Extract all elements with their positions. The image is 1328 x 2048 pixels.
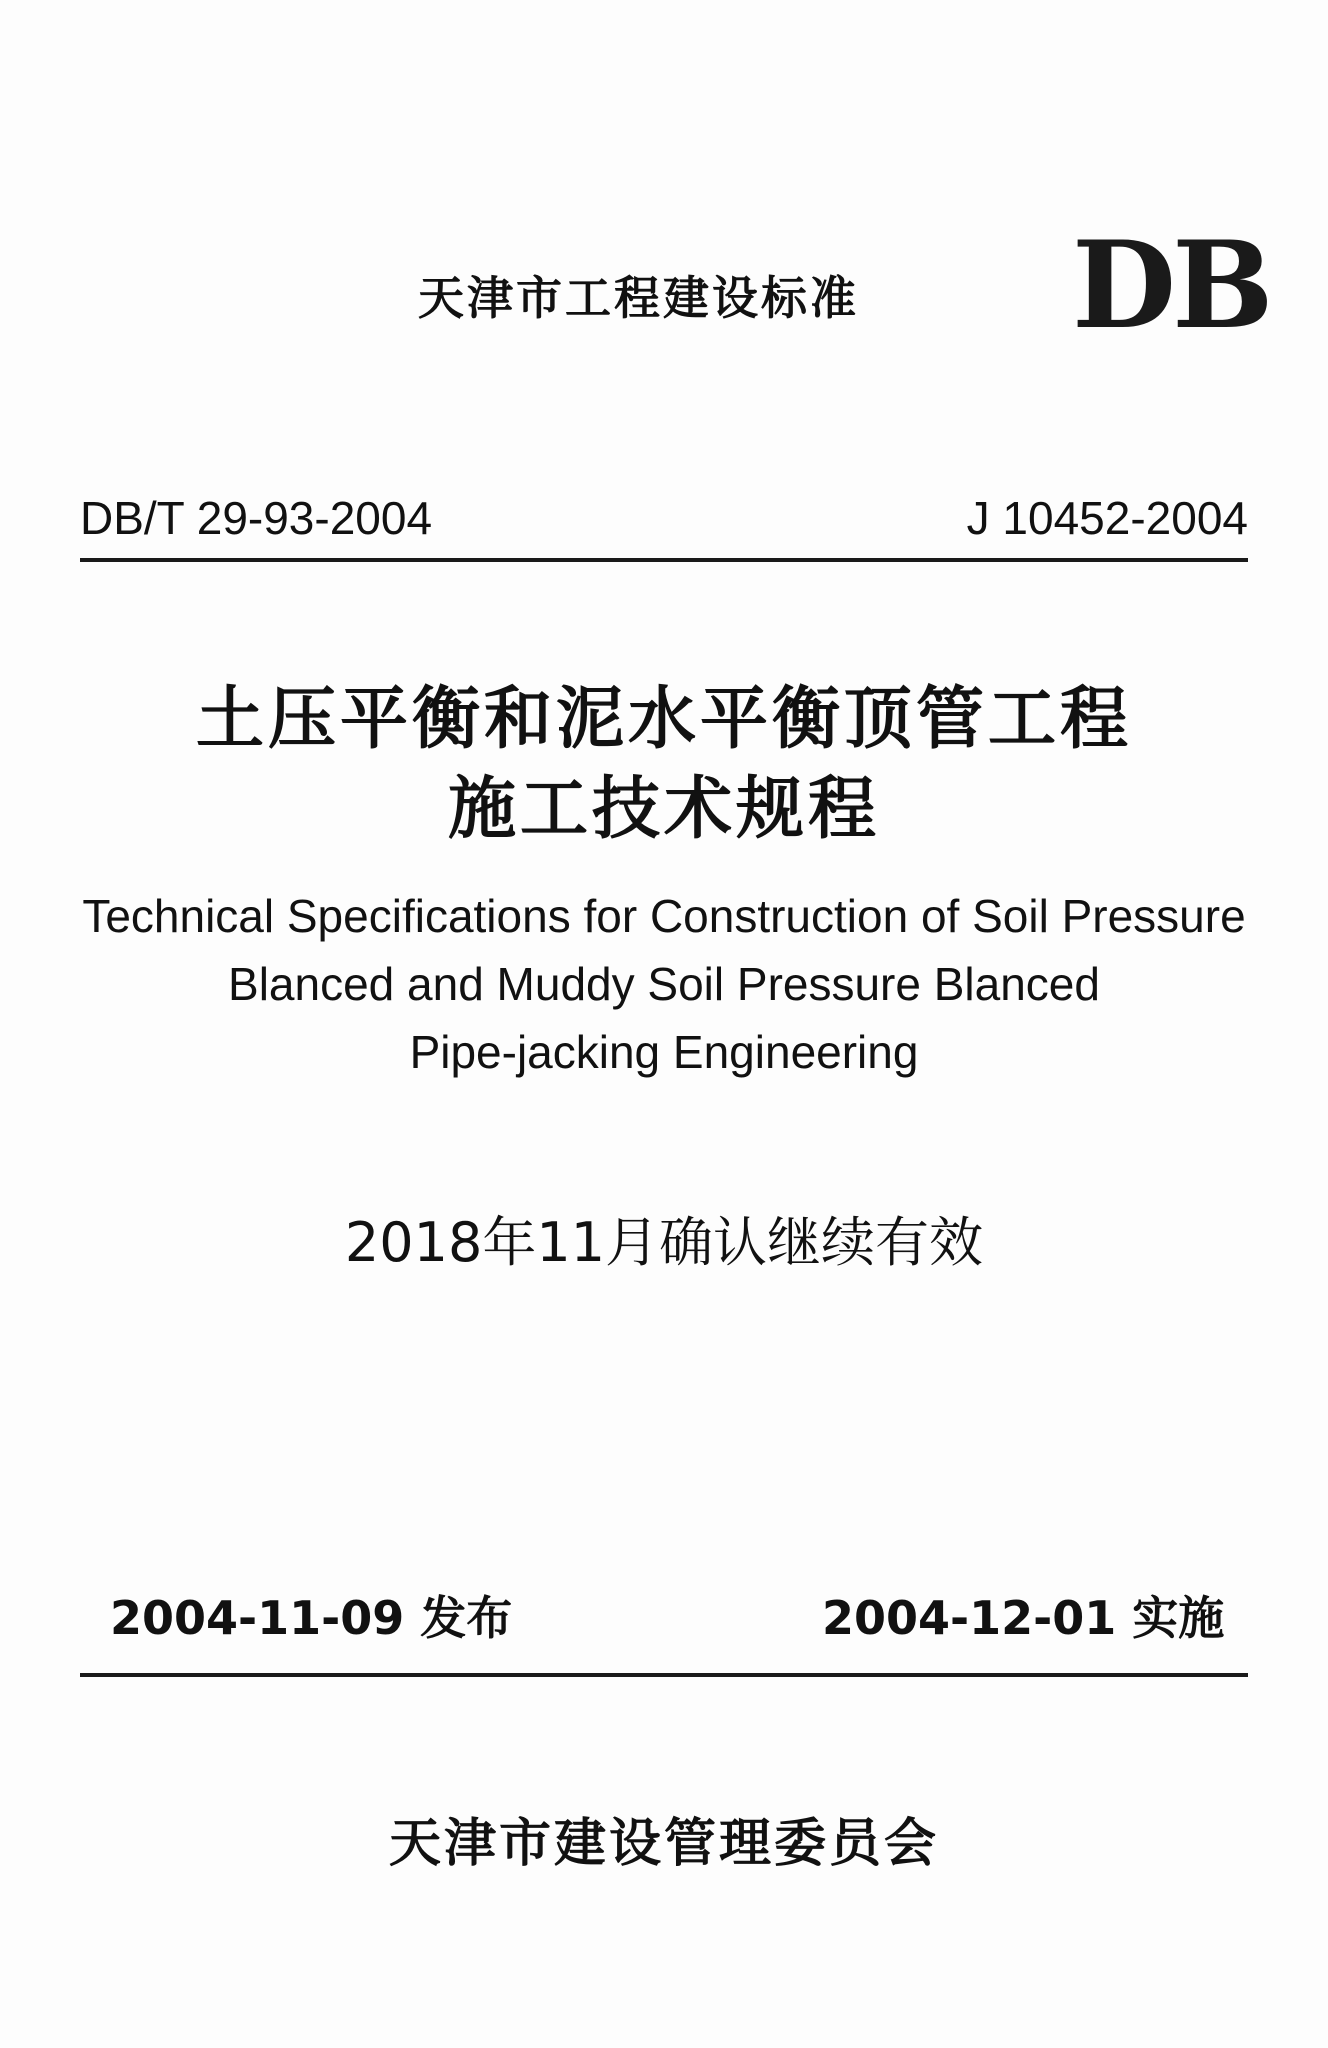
db-logo-mark: DB bbox=[1072, 215, 1270, 356]
issue-date: 2004-11-09 发布 bbox=[110, 1591, 513, 1645]
standard-number: DB/T 29-93-2004 bbox=[80, 492, 433, 544]
record-number: J 10452-2004 bbox=[966, 492, 1248, 544]
validity-note: 2018年11月确认继续有效 bbox=[344, 1211, 984, 1274]
title-chinese-line-2: 施工技术规程 bbox=[447, 770, 880, 849]
title-english-line-3: Pipe-jacking Engineering bbox=[409, 1026, 919, 1078]
top-divider bbox=[80, 558, 1248, 562]
title-english-line-1: Technical Specifications for Construction of Soil Pressure bbox=[82, 890, 1246, 942]
series-label: 天津市工程建设标准 bbox=[418, 271, 859, 325]
implementation-date: 2004-12-01 实施 bbox=[822, 1591, 1225, 1645]
bottom-divider bbox=[80, 1673, 1248, 1677]
title-english-line-2: Blanced and Muddy Soil Pressure Blanced bbox=[228, 958, 1100, 1010]
publisher: 天津市建设管理委员会 bbox=[388, 1814, 939, 1874]
title-chinese-line-1: 土压平衡和泥水平衡顶管工程 bbox=[195, 680, 1132, 759]
